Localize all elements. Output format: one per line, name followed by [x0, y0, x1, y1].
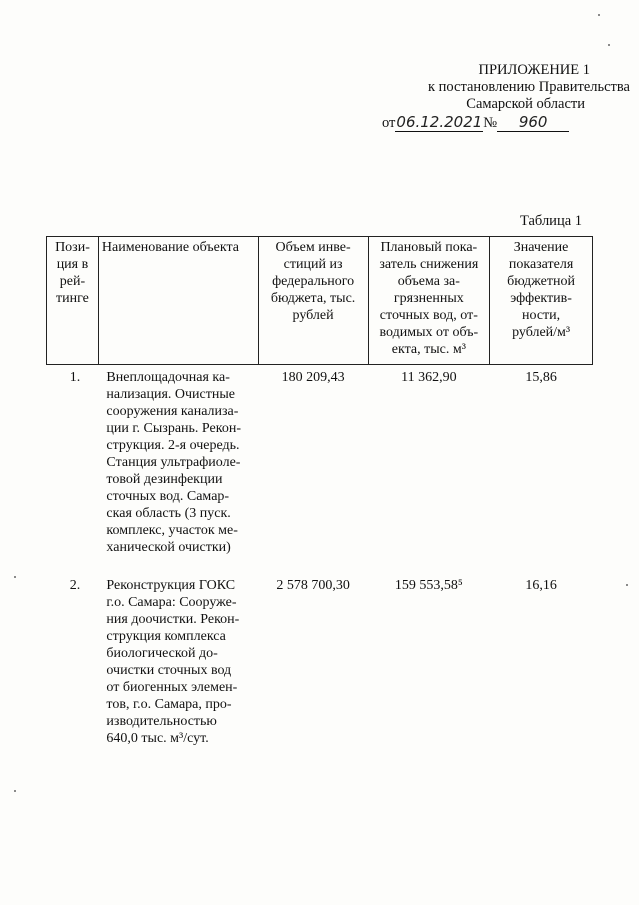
- annex-subtitle: к постановлению Правительства: [428, 79, 630, 95]
- handwritten-date: 06.12.2021: [396, 113, 483, 131]
- table-row: [47, 569, 593, 747]
- annex-date-number-line: [360, 114, 630, 132]
- scan-speck: [626, 584, 628, 586]
- row-efficiency: 15,86: [525, 370, 557, 385]
- scan-speck: [14, 576, 16, 578]
- annex-region: Самарской области: [466, 96, 585, 112]
- from-prefix: от: [382, 115, 396, 131]
- annex-header: [360, 62, 630, 132]
- row-reduction: 11 362,90: [401, 370, 457, 385]
- rating-table: [46, 236, 593, 747]
- scan-speck: [598, 14, 600, 16]
- scan-speck: [608, 44, 610, 46]
- header-efficiency: Значение показателя бюджетной эффектив- ности, рублей/м³: [490, 237, 593, 365]
- row-position: 1.: [69, 370, 81, 385]
- table-header-row: [47, 237, 593, 365]
- annex-title: ПРИЛОЖЕНИЕ 1: [478, 62, 590, 78]
- scan-speck: [14, 790, 16, 792]
- row-efficiency: 16,16: [525, 578, 557, 593]
- header-position: Пози- ция в рей- тинге: [47, 237, 99, 365]
- row-investment: 180 209,43: [281, 370, 345, 385]
- number-prefix: №: [483, 115, 498, 131]
- header-object-name: Наименование объекта: [98, 237, 258, 365]
- header-investment: Объем инве- стиций из федерального бюджета, тыс. рублей: [258, 237, 368, 365]
- handwritten-number: 960: [497, 114, 569, 132]
- row-position: 2.: [69, 578, 81, 593]
- row-object-name: Реконструкция ГОКС г.о. Самара: Сооруже- ния доочистки. Рекон- струкция комплекса биологической до- очистки сточных вод от биогенных элемен- тов, г.о. Самара, про- изводительностью 640,0 тыс. м³/сут.: [106, 578, 240, 746]
- table-caption: Таблица 1: [520, 213, 583, 229]
- row-reduction: 159 553,58⁵: [394, 578, 463, 593]
- row-object-name: Внеплощадочная ка- нализация. Очистные сооружения канализа- ции г. Сызрань. Рекон- струкция. 2-я очередь. Станция ультрафиоле- товой дезинфекции сточных вод. Самар- ская область (3 пуск. комплекс, участок ме- ханической очистки): [106, 370, 241, 555]
- header-reduction: Плановый пока- затель снижения объема за- грязненных сточных вод, от- водимых от объ- екта, тыс. м³: [368, 237, 490, 365]
- row-investment: 2 578 700,30: [276, 578, 350, 593]
- table-row: [47, 365, 593, 570]
